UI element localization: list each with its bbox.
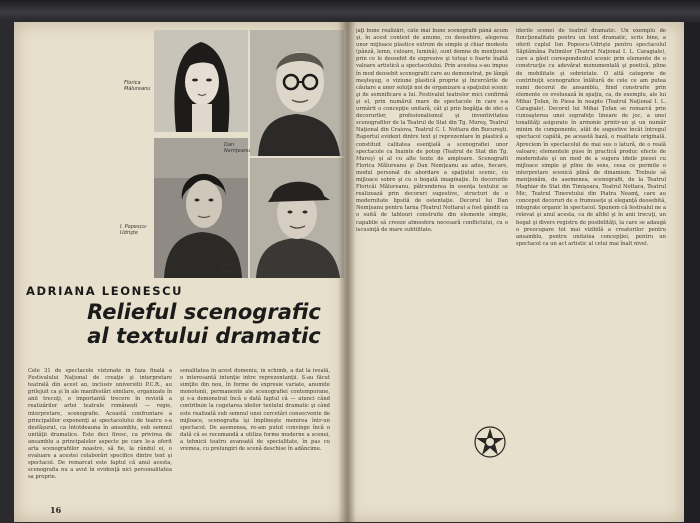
caption-line: Ţofan: [220, 268, 235, 274]
article-title: [86, 300, 322, 348]
book-cover-edge: [684, 22, 700, 523]
caption-mihai-tofan: [220, 262, 234, 274]
photo-dan-nemteanu: [250, 30, 344, 156]
portrait-man-glasses-icon: [250, 30, 344, 156]
caption-i-popescu-udriste: [120, 224, 147, 236]
right-column-1: jaţi bune realizări, câte mai bune scenografii până acum şi, în acest context de anume, cu deosebire, alegerea unor mijloace plastice extrem de simple şi chiar modeste (pânză, lemn, culoare, lumină), sunt demne de menţionat prin ce le deosebit de expresive şi totuşi o foarte înaltă valoare artistică a spectacolului. Prin acestea s-au impus în mod deosebit scenografii care au demonstrat, pe lângă meşteşug, o viziune plastică proprie şi încercările de căutare a unor soluţii noi de organizare a spaţiului scenic şi de semnificare a lui. Festivalul teatrelor mici confirmă şi el, prin numărul mare de spectacole în care s-a urmărit o concepţie unitară, cât şi prin bogăţia de idei a decorurilor, profesionalismul şi inventivitatea scenografilor de la Teatrul de Stat din Tg. Mureş, Teatrul Naţional din Craiova, Teatrul C. I. Nottara din Bucureşti. Raportul evident dintre text şi reprezentare în plastică a constituit calitatea esenţială a scenografiei unor spectacole ca Inainte de potop (Teatrul de Stat din Tg. Mureş) şi al cu alte texte de amploare. Scenografii Florica Mălureanu şi Dan Nemţeanu au adus, fiecare, modul personal de abordare a spaţiului scenic, cu mijloace sobre şi cu o bogată imaginaţie. În decorurile Floricăi Mălureanu, pătrunderea în esenţa textului se realizează prin decoruri sugestive, structuri de o modernitate lipsită de ostentaţie. Decorul lui Dan Nemţeanu pentru Iarna (Teatrul Nottara) a fost gândit ca o suită de tablouri construite din elemente simple, capabile să creeze atmosfera necesară conflictului, cu o iscusinţă de mare subtilitate.: [356, 28, 508, 233]
article-title-line: Relieful scenografic: [87, 300, 321, 324]
right-page: [346, 22, 684, 522]
caption-line: I. Popescu-: [120, 224, 148, 230]
caption-line: Dan: [224, 142, 235, 148]
book-binding-top: [0, 0, 700, 20]
page-gutter: [338, 22, 356, 522]
star-ornament-icon: [473, 425, 507, 459]
left-page: [14, 22, 346, 522]
portrait-man-cap-icon: [250, 158, 344, 278]
photo-i-popescu-udriste: [154, 138, 251, 278]
caption-line: Nemţeanu: [224, 148, 251, 154]
caption-dan-nemteanu: [224, 142, 250, 154]
left-column-1: Cele 31 de spectacole vizionate în faza finală a Festivalului Naţional de creaţie şi interpretare teatrală din acest an, inclusiv universitii P.C.R., au prilejuit ca şi în ale manifestări similare, organizate în anii trecuţi, o importantă trecere în revistă a realizărilor artei teatrale românești — regie, interpretare, scenografie. Această confruntare a principalilor exponenţi ai spectacolului de teatru s-a desfăşurat, ca întotdeauna în ansamblu, sub semnul unităţii dramatice. Este deci firesc, ca privirea de ansamblu a principalelor aspecte pe care le-a oferit arta scenografiilor noastre, să fie, la rândul ei, o evaluare a acestei colaborări specifice dintre text şi spectacol. De remarcat este faptul că anul acesta, scenografia nu a avut în evidenţă nici personalitatea sa proprie.: [28, 368, 172, 481]
caption-florica-malureanu: [124, 80, 150, 92]
article-author: ADRIANA LEONESCU: [26, 284, 184, 298]
page-number: 16: [50, 505, 62, 515]
portrait-woman-icon: [154, 30, 248, 132]
caption-line: Udrişte: [120, 230, 138, 236]
photo-florica-malureanu: [154, 30, 248, 132]
caption-line: Mălureanu: [124, 86, 151, 92]
caption-line: Florica: [124, 80, 141, 86]
article-title-line: al textului dramatic: [87, 324, 321, 348]
caption-line: Mihai: [220, 262, 234, 268]
left-column-2: sonalitatea în acest domeniu, în schimb, a dat la iveală, o interesantă intenţie intre reprezentanţii. S-au făcut simţite din nou, în forme de expresie variate, anumite monotonii, permanente ale scenografiei contemporane, şi s-a demonstrat încă o dată faptul că — atunci când contribuie la cugetarea ideilor textului dramatic şi când este realizată sub semnul unei cercetări consecvente de mijloace, scenografia îşi împlineşte menirea într-un spectacol. De asemenea, re-am putut convinge încă o dată că se recomandă a utiliza forme moderne a scenei, a tehnicii teatru avansată de specialitate, în pas cu vremea, cu prelungiri de scenă deschise în adâncime.: [180, 368, 330, 453]
portrait-young-man-icon: [154, 138, 251, 278]
photo-mihai-tofan: [250, 158, 344, 278]
right-column-2: iderile scenei de teatrul dramatic. Un exemplu de funcţionalitate pentru un text dramatic, scris bine, a oferit cuplul Ion Popescu-Udrişte pentru spectacolul Săptămâna Patimilor (Teatrul Naţional I. L. Caragiale), care a găsit corespondentul scenic prin elemente de o construcţie cu adevărat monumentală şi poetică, pline de mobilitate şi sobrietate. O altă categorie de contribuţii scenografice înlătură de cele ce am putea numi decorul de ansamblu, fiind construite prin elemente ce evoluează în spaţiu, ca, de exemplu, ale lui Mihai Ţofan, în Piesa în noapte (Teatrul Naţional I. L. Caragiale). Decorul lui Mihai Ţofan se remarcă prin cunoaşterea unei suprafeţe lineare de joc, a unei tonalităţi asigurate în armonie printr-un şi un număr minim de componente, atât de sugestive încât întregul spectacol capătă, pe această bază, o realitate originală. Apreciem în spectacolul de mai sus o latură, de o reală valoare; elementele puse în practică produc efecte de modernitate şi un mod de a sugera ideile piesei cu mijloace simple şi pline de sens, ceea ce permite o interpretare scenică plină de dinamism. Trebuie să menţionăm, de asemenea, scenografii, de la Teatrul Maghiar de Stat din Timişoara, Teatrul Nottara, Teatrul Mic, Teatrul Tineretului din Piatra Neamţ, care au conceput decoruri de o frumuseţe şi eleganţă deosebită, integrate organic în spectacol. Spunem că festivalul ne a relevat şi anul acesta, ca de altfel şi în anii trecuţi, un bogat şi divers registru de posibilităţi, la care se adaugă o preocupare tot mai vizibilă a creatorilor pentru ansamblu, pentru unitatea concepţiei, pentru un spectacol ca un act artistic al celui mai înalt nivel.: [516, 28, 666, 247]
